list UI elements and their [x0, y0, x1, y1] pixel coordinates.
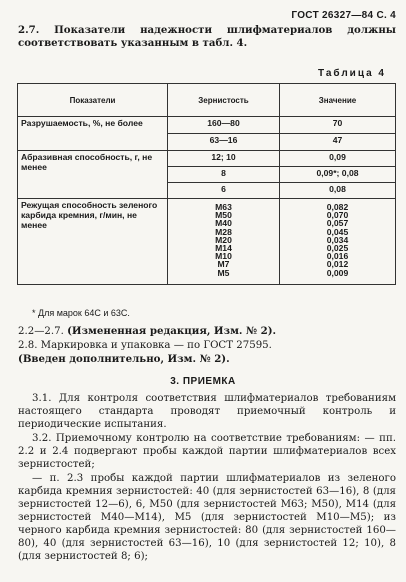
grain-cell: 63—16	[168, 134, 280, 151]
value-item: 0,082	[326, 202, 349, 212]
indicator-cell: Режущая способность зеленого карбида кремния, г/мин, не менее	[18, 199, 168, 285]
clause-3-2-item: — п. 2.3 пробы каждой партии шлифматериалов из зеленого карбида кремния зернистостей: 40 (для зернистостей 63—16), 8 (для зернистостей 12—6), 6, М50 (для зернистостей М63; М50), М14 (для зернистостей М40—М14), М5 (для зернистостей М10—М5); из черного карбида кремния зернистостей: 80 (для зернистостей 160—80), 40 (для зернистостей 63—16), 10 (для зернистостей 12; 10), 8 (для зернистостей 8; 6);	[18, 473, 396, 562]
grain-value: М40	[215, 218, 232, 229]
clause-2-7-title: 2.7. Показатели надежности шлифматериалов должны соответствовать указанным в табл. 4.	[18, 24, 396, 49]
table-row	[18, 151, 396, 167]
grain-list-cell	[168, 199, 280, 285]
grain-cell: 8	[168, 167, 280, 183]
table-header-row	[18, 84, 396, 117]
value-item: 0,045	[326, 226, 349, 237]
grain-value: М20	[215, 234, 232, 245]
grain-cell: 6	[168, 183, 280, 199]
change-note-range: 2.2—2.7.	[18, 326, 68, 337]
grain-value: М10	[215, 251, 232, 262]
value-item: 0,012	[326, 259, 349, 270]
grain-value: М5	[217, 267, 230, 278]
value-cell: 0,08	[280, 183, 396, 199]
table-footnote: * Для марок 64С и 63С.	[32, 308, 130, 318]
col-header-value: Значение	[280, 84, 396, 117]
change-note-added: (Введен дополнительно, Изм. № 2).	[18, 353, 230, 365]
value-cell: 0,09	[280, 151, 396, 167]
indicator-cell: Абразивная способность, г, не менее	[18, 151, 168, 199]
clause-3-1: 3.1. Для контроля соответствия шлифматериалов требованиям настоящего стандарта проводят приемочный контроль и периодические испытания.	[18, 393, 396, 430]
indicator-cell: Разрушаемость, %, не более	[18, 117, 168, 151]
value-cell: 47	[280, 134, 396, 151]
value-cell: 70	[280, 117, 396, 134]
value-cell: 0,09*; 0,08	[280, 167, 396, 183]
value-item: 0,070	[326, 210, 349, 221]
value-list-cell	[280, 199, 396, 285]
grain-value: М63	[215, 202, 232, 212]
value-item: 0,034	[326, 234, 349, 245]
section-title: 3. ПРИЕМКА	[170, 376, 236, 387]
grain-cell: 12; 10	[168, 151, 280, 167]
table-caption: Таблица 4	[317, 68, 386, 79]
change-note-edition: (Измененная редакция, Изм. № 2).	[67, 325, 277, 337]
grain-value: М50	[215, 210, 232, 221]
page-header-code: ГОСТ 26327—84 С. 4	[291, 10, 396, 21]
grain-value: М14	[215, 243, 232, 254]
col-header-grain: Зернистость	[168, 84, 280, 117]
value-item: 0,057	[326, 218, 349, 229]
reliability-table	[17, 83, 396, 285]
value-item: 0,025	[326, 243, 349, 254]
table-row	[18, 199, 396, 285]
clause-3-2: 3.2. Приемочному контролю на соответствие требованиям: — пп. 2.2 и 2.4 подвергают пробы каждой партии шлифматериалов всех зернистостей;	[18, 433, 396, 470]
value-item: 0,009	[326, 267, 349, 278]
col-header-indicators: Показатели	[18, 84, 168, 117]
grain-cell: 160—80	[168, 117, 280, 134]
table-row	[18, 117, 396, 134]
clause-2-8: 2.8. Маркировка и упаковка — по ГОСТ 27595.	[18, 340, 272, 351]
grain-value: М28	[215, 226, 232, 237]
value-item: 0,016	[326, 251, 349, 262]
grain-value: М7	[217, 259, 230, 270]
change-note-2-2	[18, 325, 396, 338]
